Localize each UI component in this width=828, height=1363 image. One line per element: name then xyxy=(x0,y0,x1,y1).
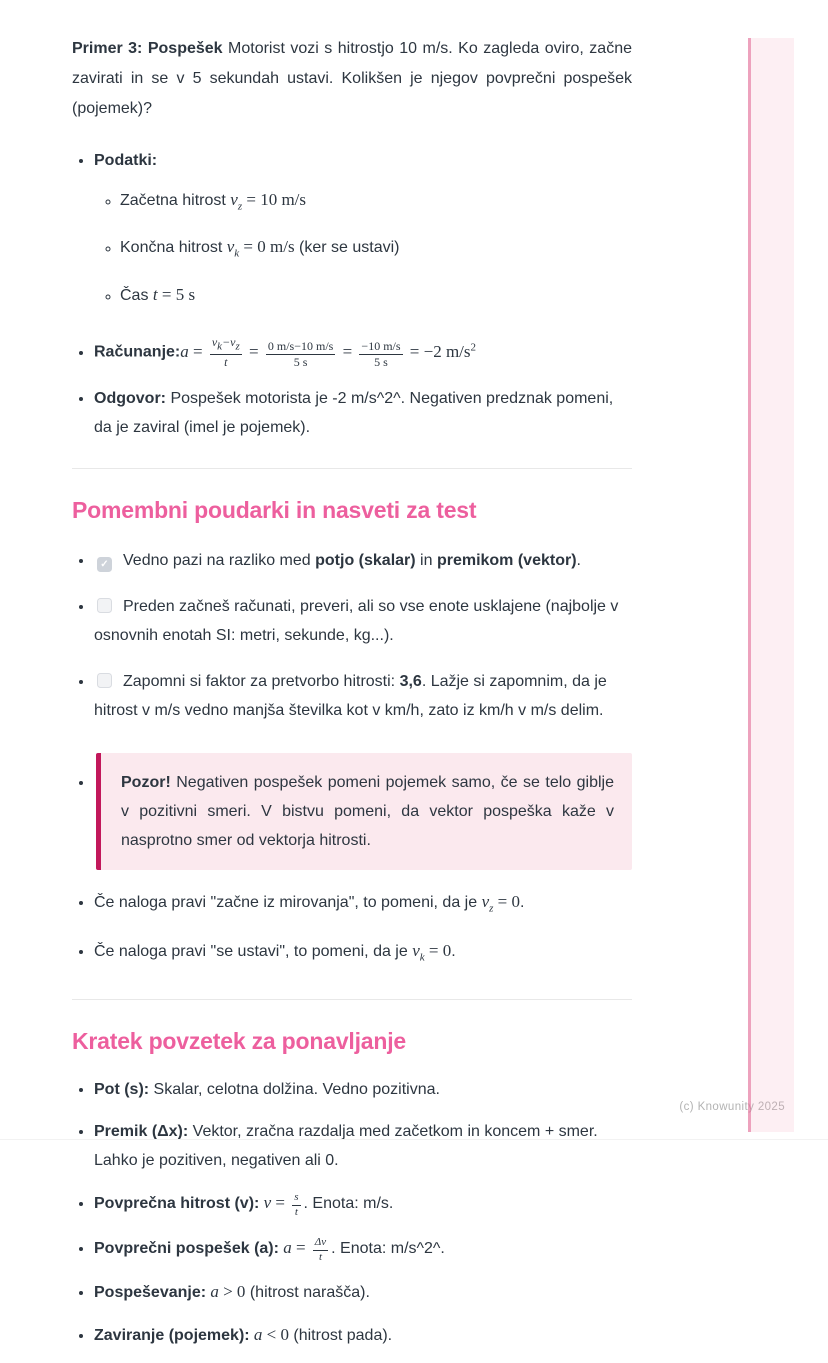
math-rest: = 5 s xyxy=(157,284,196,304)
calculation-result: = −2 m/s xyxy=(405,341,471,361)
tip-text: Preden začneš računati, preveri, ali so vse enote usklajene (najbolje v osnovnih enotah SI: metri, sekunde, kg...). xyxy=(94,597,619,644)
summary-list xyxy=(72,1075,632,1351)
section-heading-tips: Pomembni poudarki in nasveti za test xyxy=(72,496,477,523)
calculation-item xyxy=(94,327,632,373)
calculation-formula xyxy=(180,334,477,369)
note-tail: . xyxy=(451,943,456,961)
summary-text: (hitrost narašča). xyxy=(245,1284,370,1302)
notes-list xyxy=(72,887,632,973)
document-content xyxy=(72,34,632,1363)
note-tail: . xyxy=(519,893,525,911)
summary-term: Pospeševanje: xyxy=(94,1284,207,1302)
math-var: v xyxy=(230,334,236,349)
math-var-a: a xyxy=(180,341,189,361)
math-expression xyxy=(259,1191,303,1218)
tip-text: in xyxy=(415,551,437,569)
summary-text: (hitrost pada). xyxy=(288,1327,393,1345)
summary-term: Pot (s): xyxy=(94,1080,150,1098)
summary-term: Povprečna hitrost (v): xyxy=(94,1194,260,1212)
fraction-result-step xyxy=(359,339,402,370)
podatki-item xyxy=(94,146,632,316)
page-bottom-edge xyxy=(0,1139,828,1140)
checklist-item xyxy=(94,667,632,725)
calculation-label: Računanje: xyxy=(94,343,181,361)
summary-item-pot xyxy=(94,1075,632,1104)
result-exponent: 2 xyxy=(470,341,477,354)
equals-sign: = xyxy=(188,341,207,361)
summary-item-pospesek xyxy=(94,1233,632,1265)
math-sub: k xyxy=(217,340,223,353)
summary-term: Zaviranje (pojemek): xyxy=(94,1327,250,1345)
math-expression xyxy=(279,1235,331,1263)
fraction-denominator: t xyxy=(294,1205,298,1218)
subitem-text: Končna hitrost xyxy=(120,239,227,257)
math-sub: z xyxy=(235,340,240,353)
math-expression xyxy=(230,190,307,213)
equals-sign: = xyxy=(271,1192,290,1212)
summary-item-zaviranje xyxy=(94,1320,632,1350)
note-item xyxy=(94,936,632,972)
example-title: Primer 3: Pospešek xyxy=(72,40,223,57)
fraction-numerator: 0 m/s−10 m/s xyxy=(267,338,334,353)
math-var: v xyxy=(481,891,490,911)
fraction-numerator: s xyxy=(292,1191,300,1206)
checkbox-unchecked[interactable] xyxy=(97,598,112,613)
math-expression xyxy=(481,891,520,915)
section-divider xyxy=(72,999,632,1000)
fraction-denominator xyxy=(210,355,242,370)
math-var: v xyxy=(230,190,238,209)
math-expression xyxy=(226,237,295,260)
math-expression xyxy=(153,285,195,304)
summary-text: . Enota: m/s^2^. xyxy=(331,1239,445,1257)
callout-item xyxy=(94,753,632,870)
podatki-subitem-t xyxy=(120,280,632,316)
podatki-subitem-vk xyxy=(120,232,632,268)
fraction xyxy=(292,1191,300,1220)
tip-text: Zapomni si faktor za pretvorbo hitrosti: xyxy=(123,672,400,690)
answer-label: Odgovor: xyxy=(94,389,166,407)
podatki-subitem-vz xyxy=(120,185,632,221)
answer-text: Pospešek motorista je -2 m/s^2^. Negativen predznak pomeni, da je zaviral (imel je pojemek). xyxy=(94,389,614,436)
tip-text: . Lažje si zapomnim, da je hitrost v m/s vedno manjša številka kot v km/h, zato iz km/h v m/s delim. xyxy=(94,672,607,719)
fraction-values xyxy=(266,339,335,370)
checklist-item xyxy=(94,546,632,575)
tip-bold: 3,6 xyxy=(399,672,422,690)
fraction xyxy=(313,1236,328,1265)
check-icon: ✓ xyxy=(100,558,109,570)
math-expression xyxy=(206,1282,245,1301)
podatki-sublist xyxy=(94,185,632,316)
math-sub: k xyxy=(234,247,240,260)
checkbox-unchecked[interactable] xyxy=(97,673,112,688)
section-divider xyxy=(72,468,632,469)
fraction-denominator: 5 s xyxy=(374,354,388,369)
summary-item-premik xyxy=(94,1117,632,1175)
math-var: a xyxy=(253,1325,263,1345)
tip-bold: premikom (vektor) xyxy=(436,551,577,569)
subitem-tail: (ker se ustavi) xyxy=(294,239,400,257)
tip-text: Vedno pazi na razliko med xyxy=(123,551,316,569)
fraction-numerator xyxy=(210,335,242,355)
math-rest: > 0 xyxy=(218,1282,246,1302)
podatki-label: Podatki: xyxy=(94,152,158,169)
math-rest: < 0 xyxy=(262,1325,289,1345)
example-paragraph xyxy=(72,34,632,124)
summary-term: Premik (Δx): xyxy=(94,1122,189,1140)
math-var: t xyxy=(224,354,228,369)
checklist-item xyxy=(94,592,632,650)
subitem-text: Čas xyxy=(120,286,153,304)
equals-sign: = xyxy=(244,341,263,361)
math-rest: = 0 m/s xyxy=(239,237,295,257)
fraction-numerator: Δv xyxy=(313,1236,328,1251)
minus-sign: − xyxy=(222,334,231,349)
math-rest: = 0 xyxy=(424,941,452,961)
checkbox-checked[interactable] xyxy=(97,557,112,572)
math-var: v xyxy=(211,334,218,349)
tip-bold: potjo (skalar) xyxy=(315,551,416,569)
math-rest: = 10 m/s xyxy=(242,190,307,209)
math-var: v xyxy=(263,1192,272,1212)
example-text: Motorist vozi s hitrostjo 10 m/s. Ko zagleda oviro, začne zavirati in se v 5 sekundah ustavi. Kolikšen je njegov povprečni pospešek (pojemek)? xyxy=(72,40,632,117)
copyright-watermark: (c) Knowunity 2025 xyxy=(679,1101,785,1113)
fraction-symbolic xyxy=(210,335,242,370)
subitem-text: Začetna hitrost xyxy=(120,192,231,209)
answer-item xyxy=(94,384,632,442)
example-list xyxy=(72,146,632,442)
fraction-denominator: t xyxy=(318,1250,322,1263)
tip-text: . xyxy=(576,551,581,569)
math-expression xyxy=(250,1325,289,1344)
math-var: v xyxy=(226,237,235,257)
summary-item-hitrost xyxy=(94,1188,632,1220)
math-var: v xyxy=(412,941,420,961)
warning-callout xyxy=(96,753,632,870)
equals-sign: = xyxy=(291,1237,310,1257)
math-var: t xyxy=(152,284,158,304)
summary-text: Skalar, celotna dolžina. Vedno pozitivna. xyxy=(149,1080,440,1098)
math-sub: z xyxy=(237,200,243,213)
note-text: Če naloga pravi "se ustavi", to pomeni, da je xyxy=(94,943,413,961)
note-text: Če naloga pravi "začne iz mirovanja", to pomeni, da je xyxy=(94,893,482,911)
summary-text: . Enota: m/s. xyxy=(303,1194,394,1212)
section-heading-summary: Kratek povzetek za ponavljanje xyxy=(72,1027,407,1054)
summary-term: Povprečni pospešek (a): xyxy=(94,1239,279,1257)
warning-label: Pozor! xyxy=(121,773,171,791)
fraction-denominator: 5 s xyxy=(293,354,308,369)
warning-text: Negativen pospešek pomeni pojemek samo, če se telo giblje v pozitivni smeri. V bistvu pomeni, da vektor pospeška kaže v nasprotno smer od vektorja hitrosti. xyxy=(121,773,614,849)
math-var: a xyxy=(283,1237,292,1257)
equals-sign: = xyxy=(338,341,357,361)
note-item xyxy=(94,887,632,923)
math-sub: z xyxy=(489,902,494,915)
math-sub: k xyxy=(419,951,425,964)
math-var: a xyxy=(210,1282,219,1302)
tips-list xyxy=(72,546,632,870)
fraction-numerator: −10 m/s xyxy=(361,338,401,353)
math-rest: = 0 xyxy=(493,891,520,911)
summary-item-pospesevanje xyxy=(94,1277,632,1307)
pink-highlight-band xyxy=(748,38,794,1132)
math-expression xyxy=(412,941,452,964)
summary-text: Vektor, zračna razdalja med začetkom in koncem + smer. Lahko je pozitiven, negativen ali 0. xyxy=(94,1122,598,1169)
